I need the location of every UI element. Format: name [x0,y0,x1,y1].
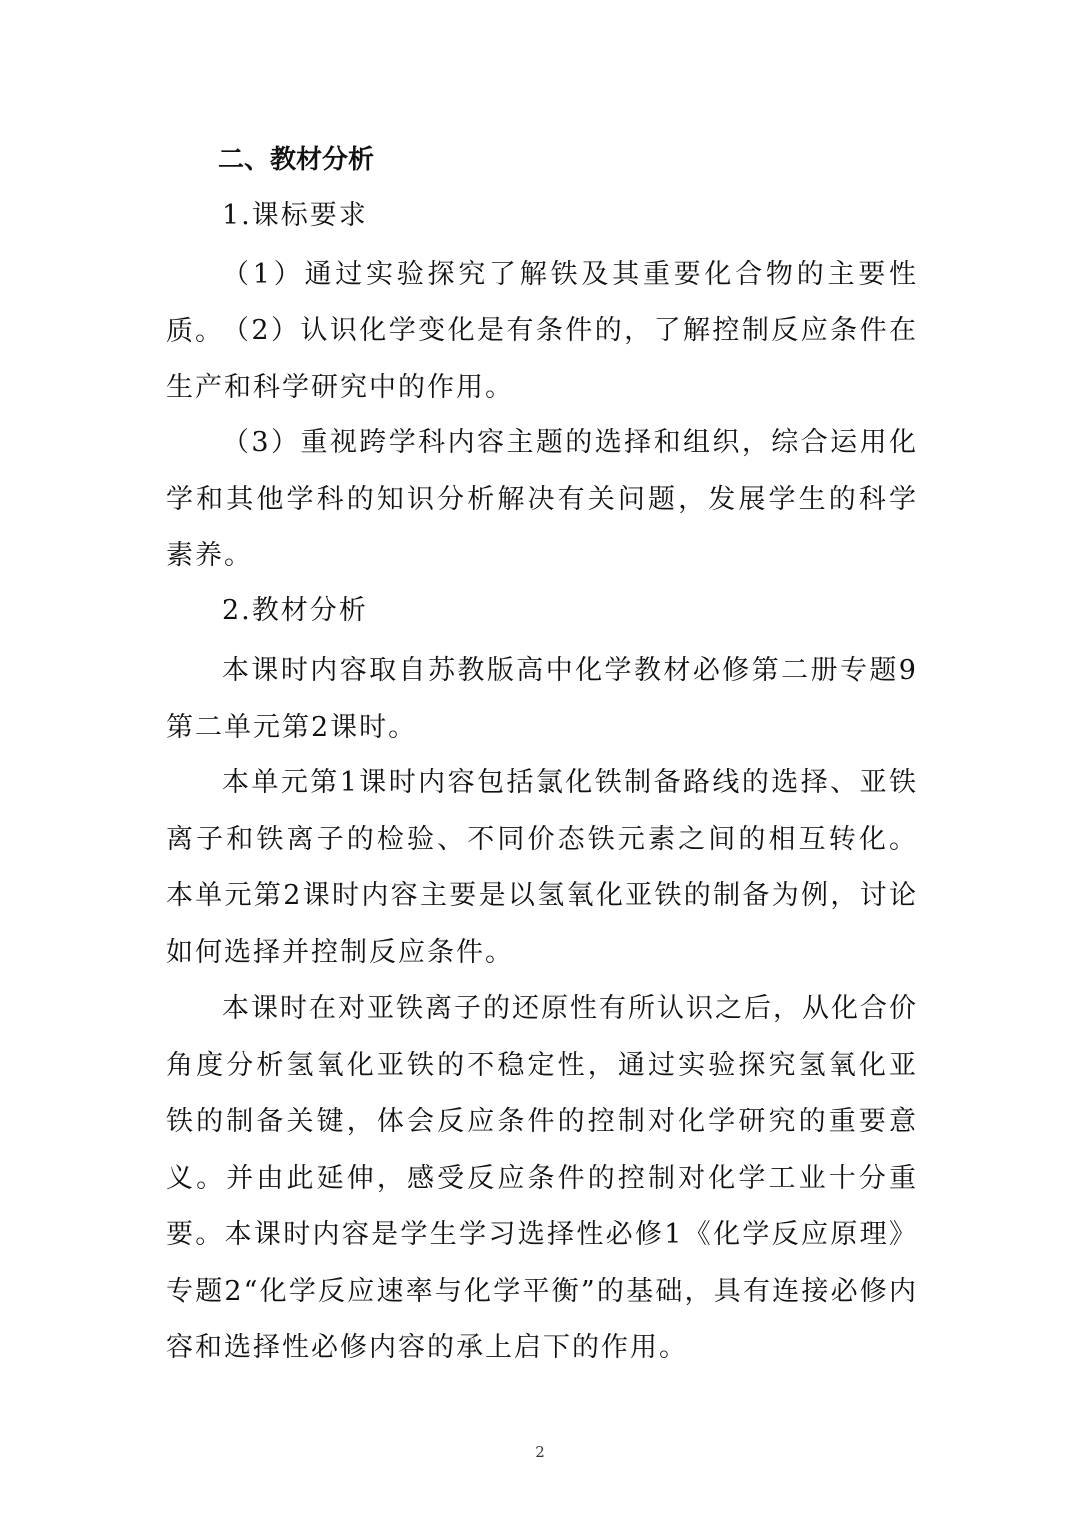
requirement-item-3: （3）重视跨学科内容主题的选择和组织，综合运用化学和其他学科的知识分析解决有关问题，发展学生的科学素养。 [166,427,918,571]
requirement-item-1: （1）通过实验探究了解铁及其重要化合物的主要性质。 [166,259,918,347]
requirement-item-2: （2）认识化学变化是有条件的，了解控制反应条件在生产和科学研究中的作用。 [166,315,918,403]
section-heading: 二、教材分析 [218,145,375,175]
analysis-paragraph-3: 本课时在对亚铁离子的还原性有所认识之后，从化合价角度分析氢氧化亚铁的不稳定性，通过实验探究氢氧化亚铁的制备关键，体会反应条件的控制对化学研究的重要意义。并由此延伸，感受反应条件的控制对化学工业十分重要。本课时内容是学生学习选择性必修1《化学反应原理》专题2“化学反应速率与化学平衡”的基础，具有连接必修内容和选择性必修内容的承上启下的作用。 [166,993,918,1363]
analysis-paragraph-2: 本单元第1课时内容包括氯化铁制备路线的选择、亚铁离子和铁离子的检验、不同价态铁元素之间的相互转化。本单元第2课时内容主要是以氢氧化亚铁的制备为例，讨论如何选择并控制反应条件。 [166,767,918,968]
page-number: 2 [535,1443,545,1461]
subsection-title-curriculum-requirements: 1.课标要求 [222,200,368,231]
subsection-title-textbook-analysis: 2.教材分析 [222,595,368,626]
analysis-paragraph-1: 本课时内容取自苏教版高中化学教材必修第二册专题9第二单元第2课时。 [166,655,918,743]
